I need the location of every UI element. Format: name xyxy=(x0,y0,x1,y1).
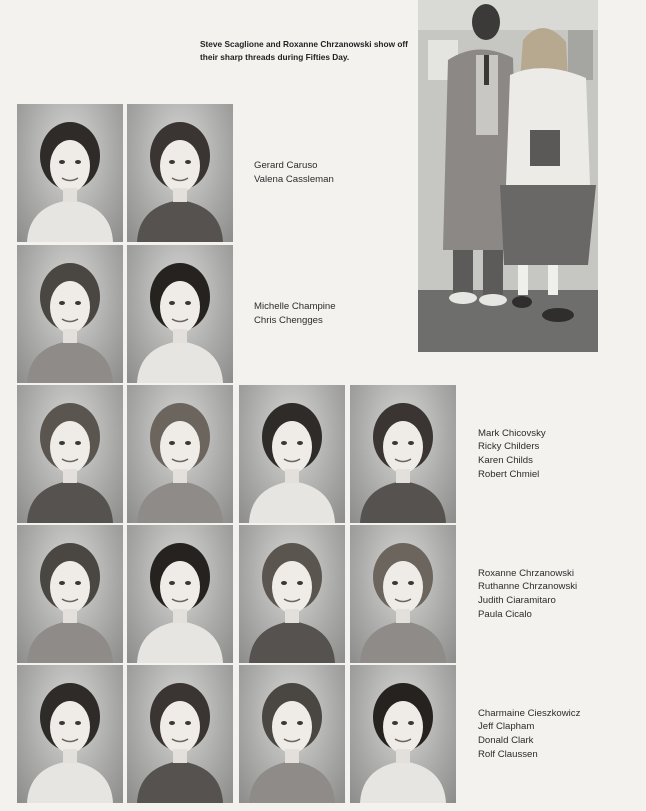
student-portrait xyxy=(350,385,456,523)
name-list xyxy=(478,427,546,481)
student-name: Roxanne Chrzanowski xyxy=(478,567,574,579)
student-name: Mark Chicovsky xyxy=(478,427,546,439)
student-portrait xyxy=(127,245,233,383)
student-name: Paula Cicalo xyxy=(478,608,532,620)
student-name: Charmaine Cieszkowicz xyxy=(478,707,581,719)
student-portrait xyxy=(127,104,233,242)
name-list xyxy=(254,159,334,186)
candid-photo xyxy=(418,0,598,352)
student-portrait xyxy=(127,385,233,523)
student-name: Michelle Champine xyxy=(254,301,336,313)
student-name: Gerard Caruso xyxy=(254,160,318,172)
student-portrait xyxy=(17,665,123,803)
student-name: Donald Clark xyxy=(478,734,534,746)
student-name: Chris Chengges xyxy=(254,314,323,326)
student-name: Ruthanne Chrzanowski xyxy=(478,581,578,593)
photo-caption: Steve Scaglione and Roxanne Chrzanowski show off their sharp threads during Fifties Day. xyxy=(200,39,408,62)
student-name: Rolf Claussen xyxy=(478,748,538,760)
student-name: Ricky Childers xyxy=(478,441,540,453)
student-portrait xyxy=(17,245,123,383)
student-portrait xyxy=(239,665,345,803)
name-list xyxy=(478,707,580,761)
student-portrait xyxy=(17,385,123,523)
name-list xyxy=(478,567,577,621)
student-portrait xyxy=(350,665,456,803)
student-name: Karen Childs xyxy=(478,454,533,466)
student-portrait xyxy=(239,385,345,523)
student-portrait xyxy=(17,525,123,663)
student-portrait xyxy=(350,525,456,663)
student-portrait xyxy=(17,104,123,242)
student-name: Jeff Clapham xyxy=(478,721,535,733)
student-name: Judith Ciaramitaro xyxy=(478,594,556,606)
student-portrait xyxy=(127,525,233,663)
name-list xyxy=(254,300,336,327)
student-portrait xyxy=(127,665,233,803)
student-portrait xyxy=(239,525,345,663)
student-name: Valena Cassleman xyxy=(254,173,334,185)
student-name: Robert Chmiel xyxy=(478,468,540,480)
